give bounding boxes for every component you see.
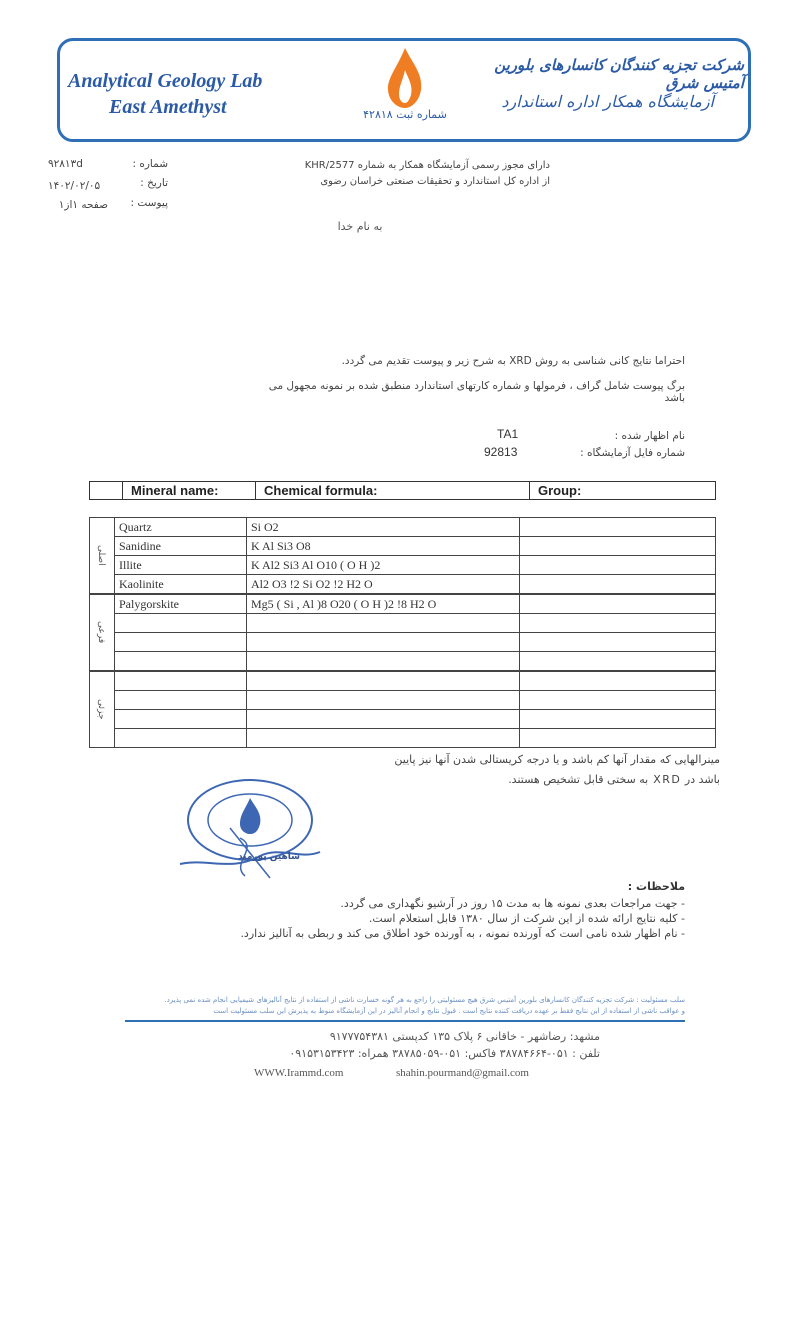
formula-cell: K Al2 Si3 Al O10 ( O H )2 (247, 556, 520, 575)
mineral-cell: Sanidine (115, 537, 247, 556)
table-row (90, 594, 716, 614)
notes-title: ملاحظات : (627, 880, 685, 893)
number-label: شماره : (132, 158, 168, 170)
formula-cell: Mg5 ( Si , Al )8 O20 ( O H )2 !8 H2 O (247, 594, 520, 614)
table-row (90, 575, 716, 595)
formula-cell: Si O2 (247, 518, 520, 537)
header-chemical-formula: Chemical formula: (256, 482, 530, 500)
mineral-cell: Palygorskite (115, 594, 247, 614)
number-value: ۹۲۸۱۳d (48, 158, 83, 170)
website-link[interactable]: WWW.Irammd.com (254, 1067, 344, 1079)
mineral-cell: Quartz (115, 518, 247, 537)
invocation: به نام خدا (337, 220, 383, 233)
group-cell (520, 575, 716, 595)
remark-line-1: مینرالهایی که مقدار آنها کم باشد و یا درجه کریستالی شدن آنها نیز پایین (394, 753, 720, 766)
group-major-label: اصلی (90, 518, 115, 595)
table-row (90, 729, 716, 748)
lab-file-value: 92813 (484, 445, 518, 459)
header-blank-cell (90, 482, 123, 500)
table-row (90, 614, 716, 633)
table-row (90, 537, 716, 556)
table-row (90, 691, 716, 710)
registration-number: شماره ثبت ۴۲۸۱۸ (363, 108, 447, 121)
attachment-label: پیوست : (130, 197, 168, 209)
sample-name-label: نام اظهار شده : (614, 430, 685, 442)
table-row (90, 633, 716, 652)
disclaimer-line-2: و عواقب ناشی از استفاده از این نتایج فقط بر عهده دریافت کننده نتایج است . قبول نتایج و انجام آنالیز در این آزمایشگاه منوط به پذیرش این سلب مسئولیت است (213, 1007, 685, 1015)
group-cell (520, 594, 716, 614)
note-item: - نام اظهار شده نامی است که آورنده نمونه ، به آورنده خود اطلاق می کند و ربطی به آنالیز ندارد. (240, 927, 685, 940)
lab-stamp-icon (170, 768, 330, 888)
sample-name-value: TA1 (497, 427, 519, 441)
mineral-cell: Illite (115, 556, 247, 575)
formula-cell: K Al Si3 O8 (247, 537, 520, 556)
email-link[interactable]: shahin.pourmand@gmail.com (396, 1067, 529, 1079)
attachment-value: صفحه ۱از۱ (58, 199, 108, 211)
lab-file-label: شماره فایل آزمایشگاه : (580, 447, 685, 459)
intro-line-2: برگ پیوست شامل گراف ، فرمولها و شماره کارتهای استاندارد منطبق شده بر نمونه مجهول می باشد (268, 380, 685, 404)
note-item: - جهت مراجعات بعدی نمونه ها به مدت ۱۵ روز در آرشیو نگهداری می گردد. (340, 897, 685, 910)
mineral-results-table (89, 517, 716, 748)
footer-divider (125, 1020, 685, 1022)
signature-name: شاهین پورمند (237, 852, 300, 862)
formula-cell: Al2 O3 !2 Si O2 !2 H2 O (247, 575, 520, 595)
table-row (90, 671, 716, 691)
table-row (90, 518, 716, 537)
group-minor-label: فرعی (90, 594, 115, 671)
license-line-1: دارای مجوز رسمی آزمایشگاه همکار به شماره KHR/2577 (304, 160, 550, 171)
disclaimer-line-1: سلب مسئولیت : شرکت تجزیه کنندگان کانسارهای بلورین آمتیس شرق هیچ مسئولیتی را راجع به هر گونه خسارت ناشی از استفاده از نتایج آنالیزهای شیمیایی انجام شده نمی پذیرد. (164, 996, 685, 1004)
table-row (90, 710, 716, 729)
mineral-cell: Kaolinite (115, 575, 247, 595)
phones: تلفن : ۰۵۱-۳۸۷۸۴۶۶۴ فاکس: ۰۵۱-۳۸۷۸۵۰۵۹ همراه: ۰۹۱۵۳۱۵۳۴۲۳ (289, 1047, 600, 1060)
header-group: Group: (530, 482, 716, 500)
remark-line-2: باشد در XRD به سختی قابل تشخیص هستند. (508, 773, 720, 786)
company-name-fa: شرکت تجزیه کنندگان کانسارهای بلورین آمتیس شرق (494, 56, 744, 92)
group-cell (520, 537, 716, 556)
table-row (90, 652, 716, 672)
date-value: ۱۴۰۲/۰۲/۰۵ (48, 180, 101, 192)
lab-name-line1: Analytical Geology Lab (68, 70, 263, 92)
group-cell (520, 518, 716, 537)
license-line-2: از اداره کل استاندارد و تحقیقات صنعتی خراسان رضوی (320, 176, 550, 187)
group-trace-label: جزئی (90, 671, 115, 748)
address: مشهد: رضاشهر - خاقانی ۶ پلاک ۱۳۵ کدپستی ۹۱۷۷۷۵۴۳۸۱ (329, 1030, 600, 1043)
date-label: تاریخ : (140, 177, 168, 189)
group-cell (520, 556, 716, 575)
lab-name-line2: East Amethyst (109, 96, 227, 118)
flame-logo-icon (383, 46, 427, 112)
results-header-table (89, 481, 716, 500)
note-item: - کلیه نتایج ارائه شده از این شرکت از سال ۱۳۸۰ قابل استعلام است. (368, 912, 685, 925)
company-subtitle-fa: آزمایشگاه همکار اداره استاندارد (501, 92, 714, 111)
intro-line-1: احتراما نتایج کانی شناسی به روش XRD به شرح زیر و پیوست تقدیم می گردد. (341, 355, 685, 367)
header-mineral-name: Mineral name: (123, 482, 256, 500)
table-row (90, 556, 716, 575)
